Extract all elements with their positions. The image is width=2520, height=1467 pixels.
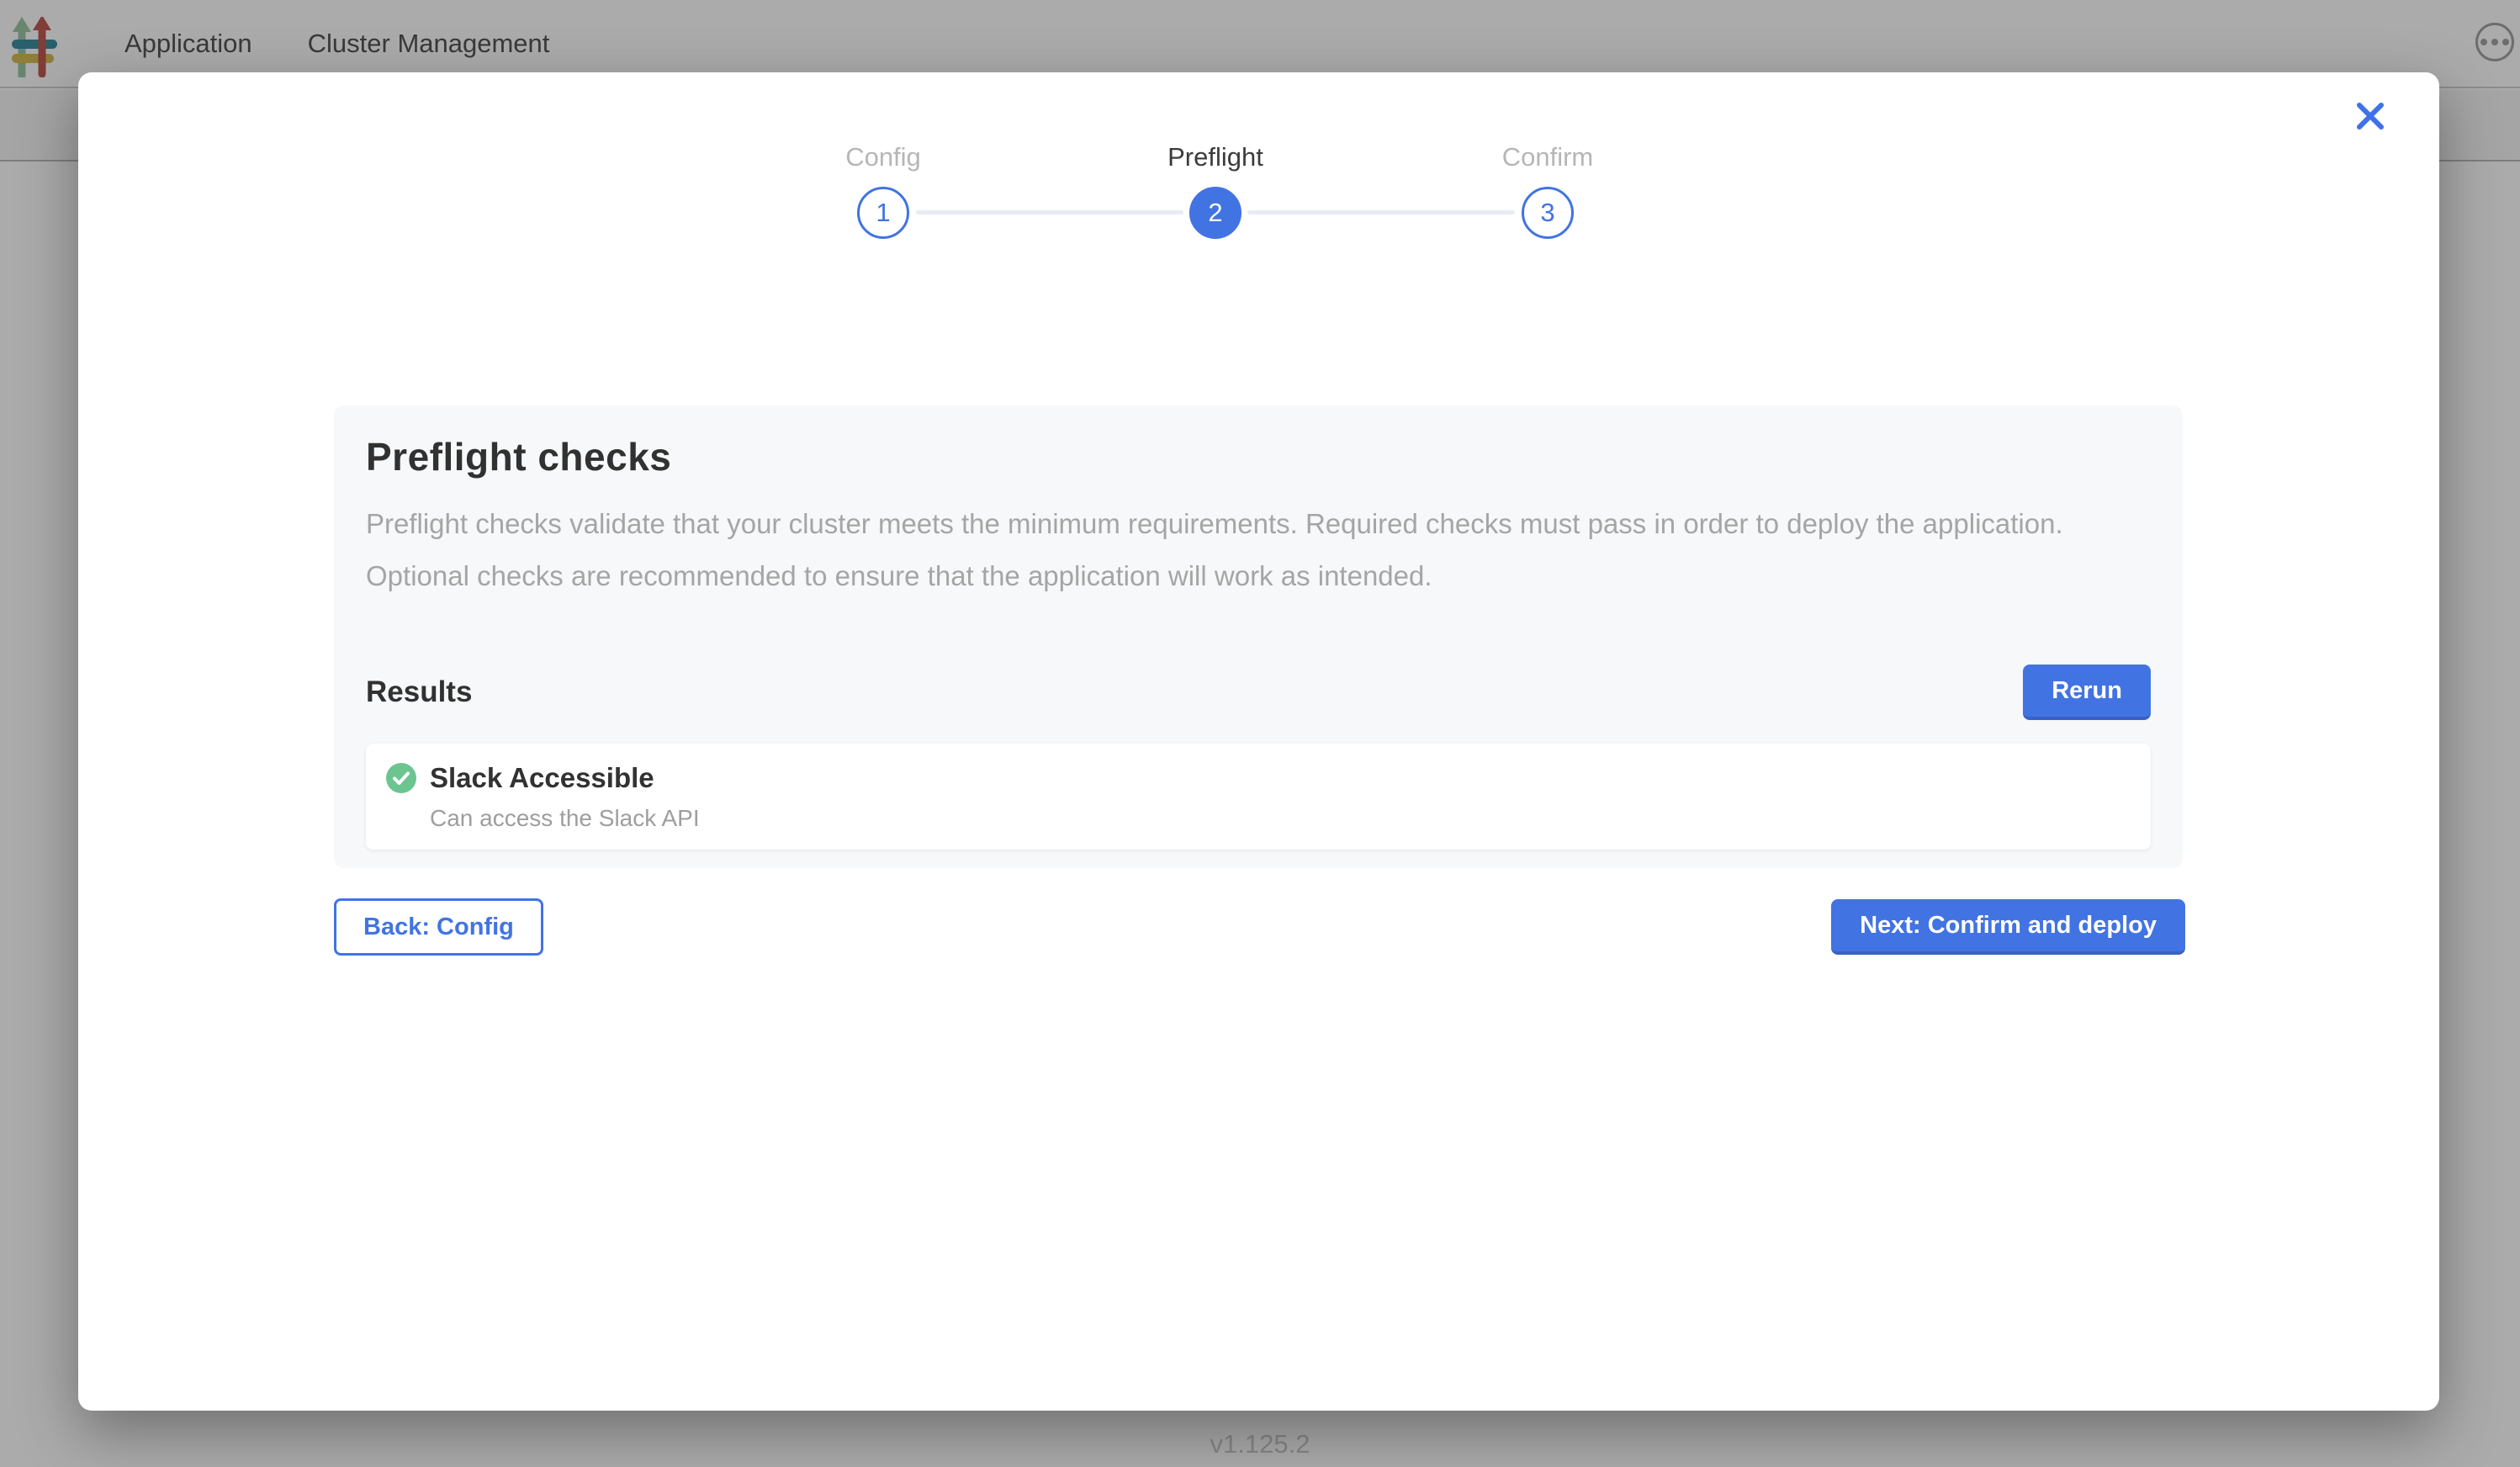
preflight-panel — [334, 405, 2183, 868]
preflight-wizard-modal — [78, 72, 2439, 1411]
check-text — [430, 760, 700, 833]
nav-item-cluster-management[interactable]: Cluster Management — [307, 28, 550, 58]
step-label: Preflight — [1167, 142, 1263, 172]
next-confirm-deploy-button[interactable]: Next: Confirm and deploy — [1831, 899, 2185, 955]
step-label: Confirm — [1501, 142, 1594, 172]
step-number-circle: 3 — [1522, 187, 1574, 239]
rerun-button[interactable]: Rerun — [2023, 665, 2151, 720]
step-number-circle: 2 — [1189, 187, 1241, 239]
results-title: Results — [366, 675, 473, 708]
results-header-row — [366, 665, 2151, 720]
check-pass-icon — [386, 763, 416, 793]
preflight-title: Preflight checks — [366, 435, 672, 479]
step-number-circle: 1 — [857, 187, 909, 239]
app-version-label: v1.125.2 — [1210, 1429, 1310, 1459]
check-name: Slack Accessible — [430, 762, 654, 793]
wizard-actions — [334, 898, 2185, 956]
check-message: Can access the Slack API — [430, 805, 700, 831]
step-label: Config — [845, 142, 921, 172]
wizard-stepper — [816, 141, 1615, 269]
stepper-connector — [1247, 210, 1515, 214]
step-preflight[interactable] — [1148, 141, 1283, 239]
back-config-button[interactable]: Back: Config — [334, 898, 543, 956]
preflight-description: Preflight checks validate that your cluster meets the minimum requirements. Required checks must pass in order to deploy the application. Optional checks are recommended to ensure that the application will work as intended. — [366, 508, 2063, 591]
step-confirm[interactable] — [1480, 141, 1615, 239]
nav-item-application[interactable]: Application — [124, 28, 252, 58]
preflight-check-result-row — [366, 744, 2151, 850]
close-icon[interactable] — [2350, 96, 2390, 136]
step-config[interactable] — [816, 141, 950, 239]
stepper-connector — [916, 210, 1183, 214]
